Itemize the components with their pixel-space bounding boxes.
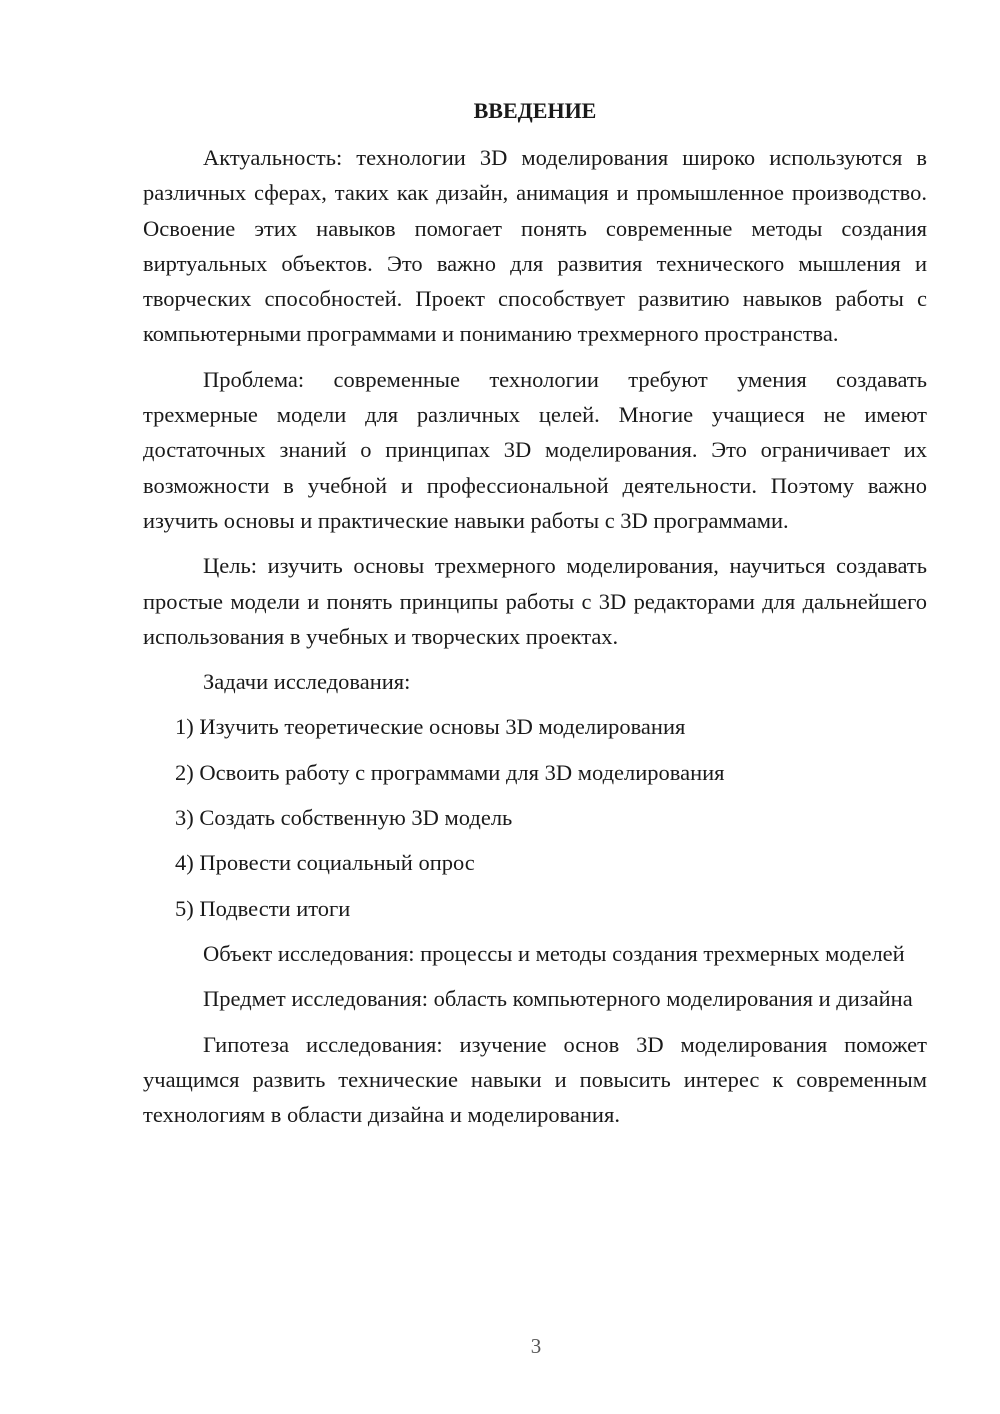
tasks-list bbox=[143, 709, 927, 925]
hypothesis-paragraph: Гипотеза исследования: изучение основ 3D моделирования поможет учащимся развить технические навыки и повысить интерес к современным технологиям в области дизайна и моделирования. bbox=[143, 1031, 927, 1128]
task-item: 2) Освоить работу с программами для 3D моделирования bbox=[175, 759, 725, 785]
task-item: 5) Подвести итоги bbox=[175, 895, 351, 921]
tasks-heading: Задачи исследования: bbox=[203, 669, 411, 695]
task-item: 3) Создать собственную 3D модель bbox=[175, 805, 513, 831]
page-title: ВВЕДЕНИЕ bbox=[473, 98, 597, 123]
task-item: 1) Изучить теоретические основы 3D моделирования bbox=[175, 714, 686, 740]
relevance-paragraph: Актуальность: технологии 3D моделирования широко используются в различных сферах, таких как дизайн, анимация и промышленное производство. Освоение этих навыков помогает понять современные методы создания виртуальных объектов. Это важно для развития технического мышления и творческих способностей. Проект способствует развитию навыков работы с компьютерными программами и пониманию трехмерного пространства. bbox=[143, 145, 927, 347]
subject-paragraph: Предмет исследования: область компьютерного моделирования и дизайна bbox=[203, 986, 913, 1012]
document-page bbox=[143, 94, 927, 1142]
task-item: 4) Провести социальный опрос bbox=[175, 850, 475, 876]
page-number: 3 bbox=[530, 1334, 542, 1358]
goal-paragraph: Цель: изучить основы трехмерного моделирования, научиться создавать простые модели и понять принципы работы с 3D редакторами для дальнейшего использования в учебных и творческих проектах. bbox=[143, 553, 927, 649]
object-paragraph: Объект исследования: процессы и методы создания трехмерных моделей bbox=[203, 940, 905, 966]
problem-paragraph: Проблема: современные технологии требуют умения создавать трехмерные модели для различных целей. Многие учащиеся не имеют достаточных знаний о принципах 3D моделирования. Это ограничивает их возможности в учебной и профессиональной деятельности. Поэтому важно изучить основы и практические навыки работы с 3D программами. bbox=[143, 366, 927, 533]
